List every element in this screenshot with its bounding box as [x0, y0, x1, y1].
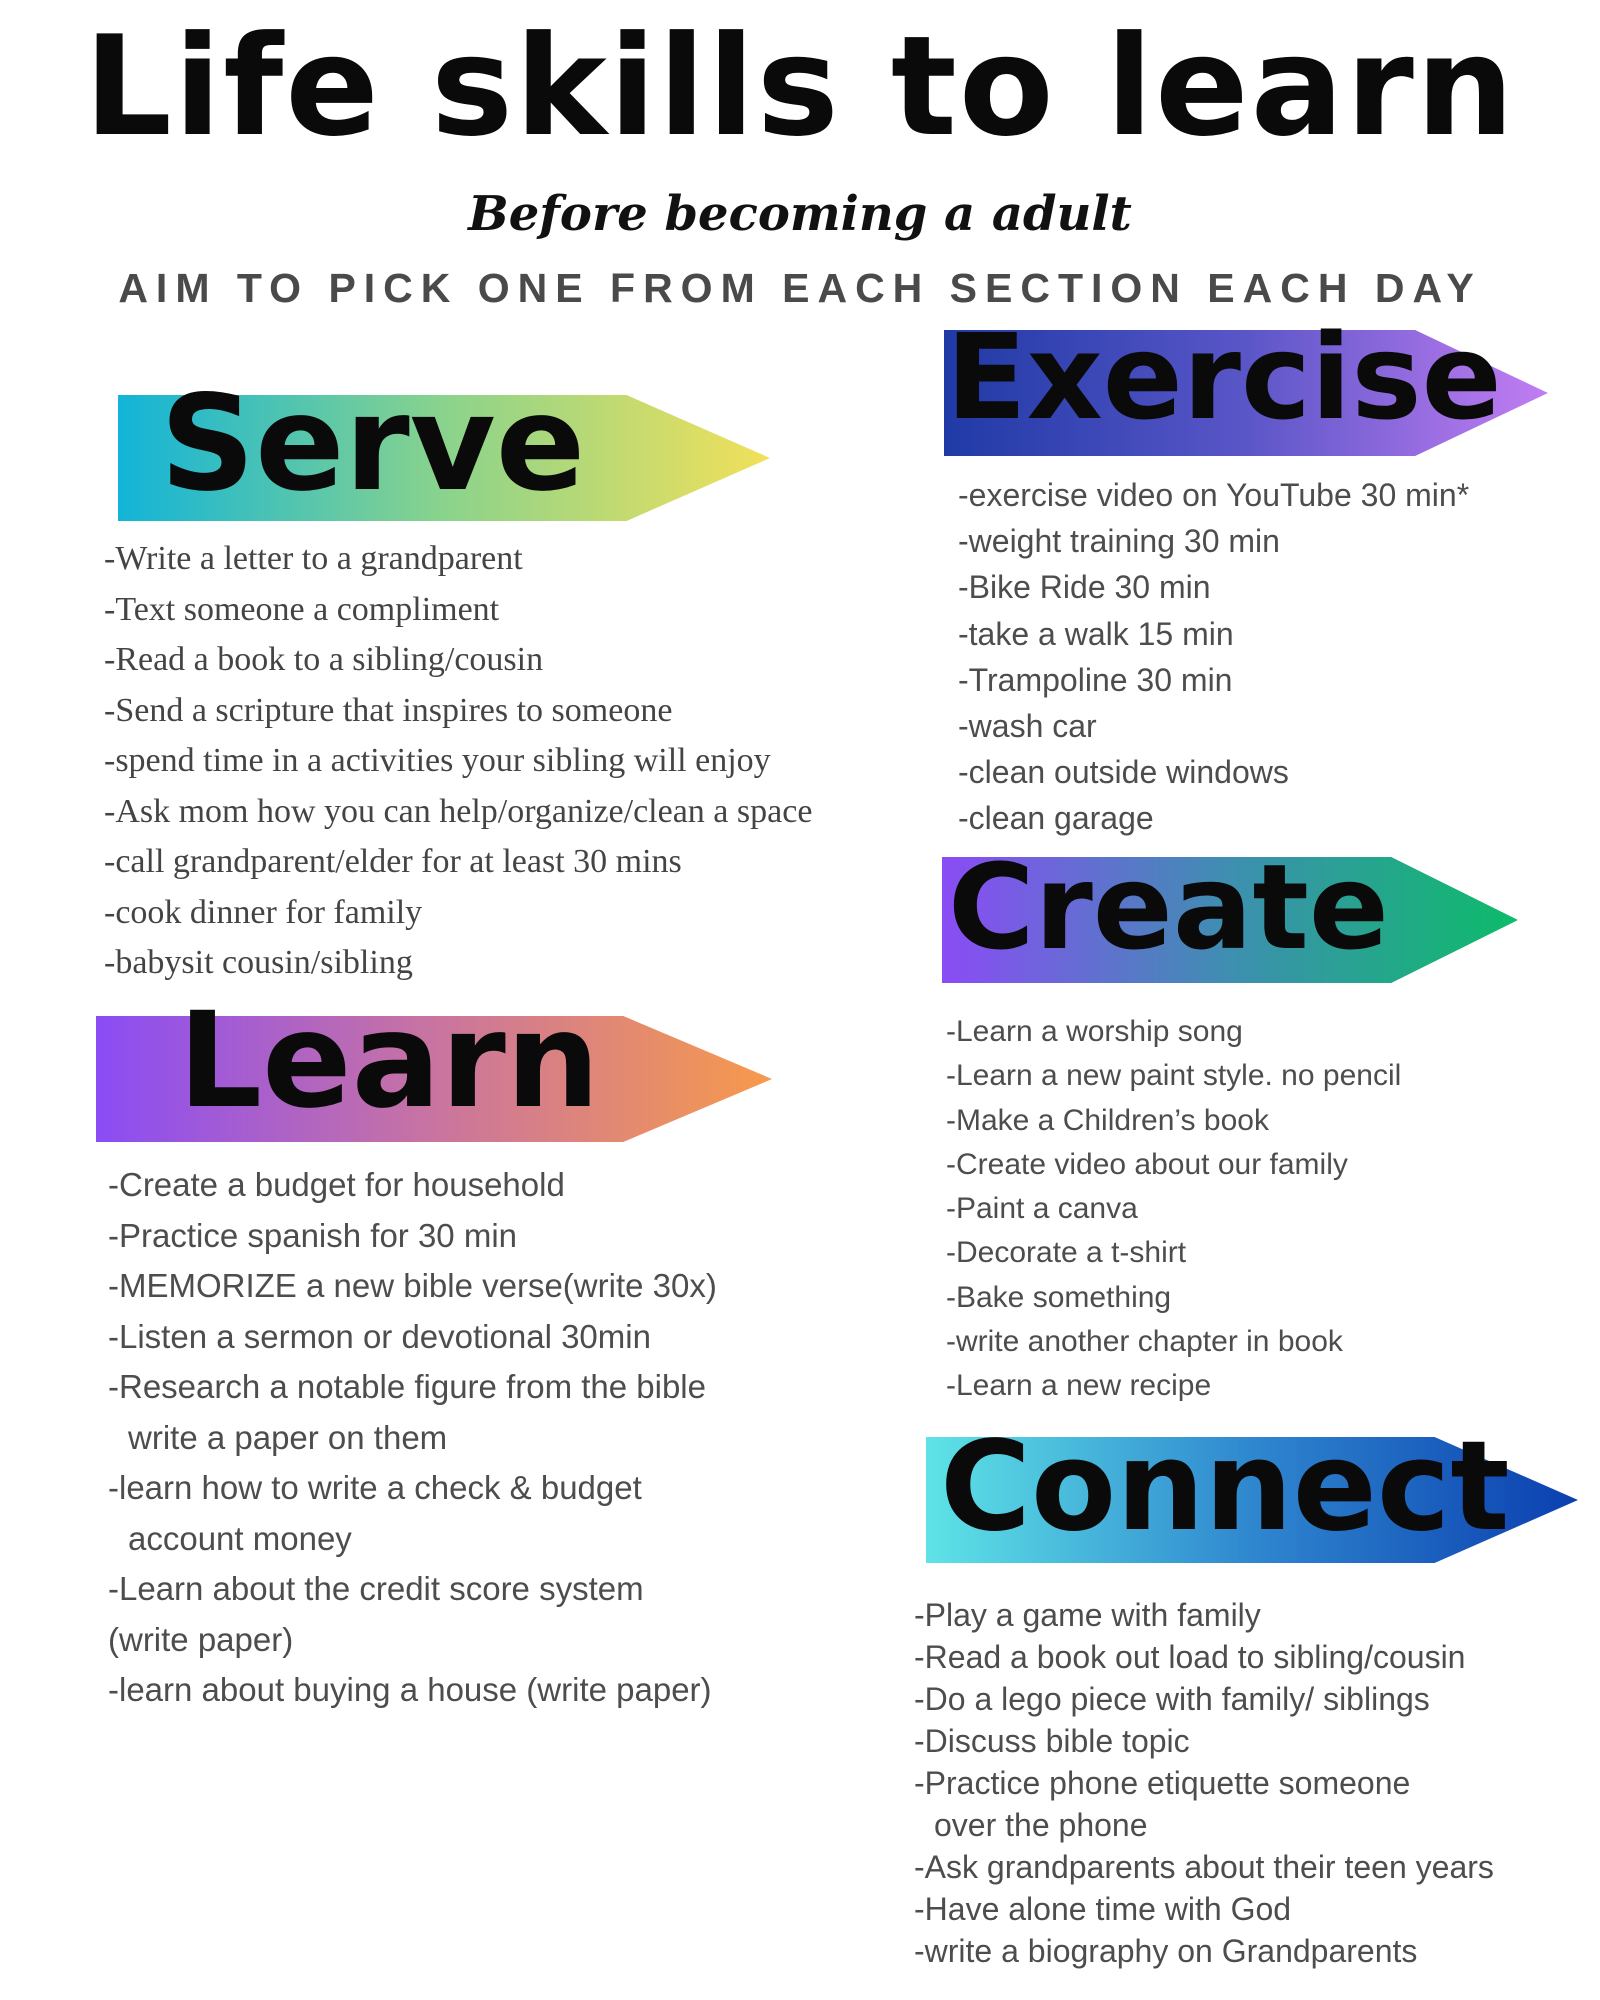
list-item: -Play a game with family — [914, 1597, 1261, 1633]
list-item: -Write a letter to a grandparent — [104, 540, 523, 577]
list-item: -Learn about the credit score system — [108, 1570, 644, 1607]
create-heading: Create — [948, 838, 1389, 976]
list-item: -Read a book to a sibling/cousin — [104, 641, 544, 678]
page-subtitle: Before becoming a adult — [468, 186, 1132, 242]
create-list — [946, 1010, 1401, 1409]
list-item: -cook dinner for family — [104, 893, 423, 931]
list-item: -MEMORIZE a new bible verse(write 30x) — [108, 1267, 717, 1304]
list-item: -Read a book out load to sibling/cousin — [914, 1639, 1466, 1675]
list-item: -Send a scripture that inspires to someone — [104, 691, 673, 729]
list-item: -exercise video on YouTube 30 min* — [958, 477, 1470, 513]
list-item: -call grandparent/elder for at least 30 mins — [104, 843, 682, 880]
list-item: -Practice phone etiquette someone — [914, 1765, 1411, 1801]
list-item: over the phone — [934, 1807, 1148, 1843]
list-item: -Do a lego piece with family/ siblings — [914, 1681, 1430, 1717]
list-item: write a paper on them — [128, 1418, 448, 1456]
list-item: -Create video about our family — [946, 1147, 1348, 1181]
list-item: -Listen a sermon or devotional 30min — [108, 1317, 651, 1355]
list-item: -Make a Children’s book — [946, 1103, 1269, 1137]
list-item: -Learn a worship song — [946, 1015, 1243, 1048]
list-item: -write another chapter in book — [946, 1325, 1343, 1359]
list-item: -Learn a new recipe — [946, 1369, 1212, 1403]
list-item: -clean garage — [958, 800, 1154, 837]
exercise-heading: Exercise — [946, 308, 1502, 446]
list-item: -learn how to write a check & budget — [108, 1469, 642, 1506]
list-item: (write paper) — [108, 1620, 294, 1658]
connect-list — [914, 1594, 1494, 1972]
connect-heading: Connect — [940, 1415, 1510, 1559]
list-item: -spend time in a activities your sibling will enjoy — [104, 742, 771, 779]
serve-heading: Serve — [160, 367, 586, 521]
page-title: Life skills to learn — [83, 6, 1517, 167]
list-item: -Research a notable figure from the bible — [108, 1368, 706, 1405]
list-item: -weight training 30 min — [958, 523, 1280, 560]
list-item: -Bake something — [946, 1280, 1172, 1314]
list-item: -write a biography on Grandparents — [914, 1933, 1418, 1969]
learn-list — [108, 1160, 717, 1716]
list-item: -clean outside windows — [958, 754, 1289, 791]
list-item: -Create a budget for household — [108, 1166, 565, 1203]
learn-heading: Learn — [178, 984, 600, 1138]
list-item: -take a walk 15 min — [958, 615, 1234, 652]
list-item: -Practice spanish for 30 min — [108, 1216, 518, 1254]
exercise-list — [958, 472, 1469, 842]
list-item: -Trampoline 30 min — [958, 661, 1233, 698]
instruction-text: AIM TO PICK ONE FROM EACH SECTION EACH DAY — [118, 265, 1482, 311]
list-item: -Ask grandparents about their teen years — [914, 1849, 1494, 1885]
list-item: -Ask mom how you can help/organize/clean a space — [104, 792, 813, 830]
list-item: -Paint a canva — [946, 1192, 1138, 1226]
list-item: -Bike Ride 30 min — [958, 569, 1211, 606]
serve-list — [104, 534, 812, 989]
list-item: -Learn a new paint style. no pencil — [946, 1059, 1402, 1093]
list-item: -learn about buying a house (write paper) — [108, 1671, 712, 1708]
list-item: -Decorate a t-shirt — [946, 1236, 1187, 1270]
list-item: -wash car — [958, 708, 1097, 745]
list-item: -Text someone a compliment — [104, 590, 500, 628]
list-item: -babysit cousin/sibling — [104, 944, 413, 981]
list-item: account money — [128, 1519, 352, 1557]
list-item: -Discuss bible topic — [914, 1723, 1190, 1759]
list-item: -Have alone time with God — [914, 1891, 1292, 1927]
